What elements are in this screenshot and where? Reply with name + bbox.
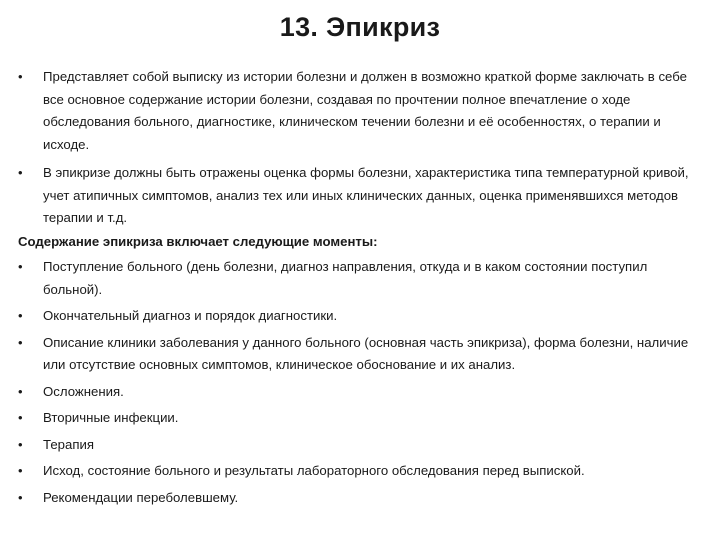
intro-item [18,162,704,230]
contents-item [18,487,704,510]
contents-item [18,381,704,404]
bullet-icon: • [18,463,23,478]
intro-item [18,66,704,156]
slide-content [18,66,704,513]
intro-list [18,66,704,230]
slide-title: 13. Эпикриз [279,12,441,42]
contents-item [18,434,704,457]
contents-item-text: Осложнения. [43,383,124,399]
bullet-icon: • [18,259,23,274]
contents-item [18,305,704,328]
contents-item [18,460,704,483]
bullet-icon: • [18,69,23,84]
bullet-icon: • [18,165,23,180]
intro-item-text: В эпикризе должны быть отражены оценка формы болезни, характеристика типа температурной кривой, учет атипичных симптомов, анализ тех или иных клинических данных, оценка применявшихся методов терапии и т.д. [43,165,689,225]
contents-heading: Содержание эпикриза включает следующие моменты: [18,233,378,249]
bullet-icon: • [18,489,23,505]
bullet-icon: • [18,308,23,323]
contents-item [18,407,704,430]
bullet-icon: • [18,334,23,350]
contents-item-text: Рекомендации переболевшему. [43,489,239,505]
contents-item-text: Вторичные инфекции. [43,410,179,425]
intro-item-text: Представляет собой выписку из истории болезни и должен в возможно краткой форме заключать в себе все основное содержание истории болезни, создавая по прочтении полное впечатление о ходе обследования больного, диагностике, клиническом течении болезни и её особенностях, о терапии и исходе. [43,69,687,152]
bullet-icon: • [18,410,23,425]
bullet-icon: • [18,383,23,399]
contents-item-text: Исход, состояние больного и результаты лабораторного обследования перед выпиской. [43,463,585,478]
contents-list [18,256,704,509]
contents-item-text: Окончательный диагноз и порядок диагностики. [43,308,338,323]
contents-item [18,256,704,301]
bullet-icon: • [18,436,23,452]
contents-item-text: Терапия [43,436,94,452]
contents-item [18,332,704,377]
contents-item-text: Поступление больного (день болезни, диагноз направления, откуда и в каком состоянии поступил больной). [43,259,648,297]
contents-item-text: Описание клиники заболевания у данного больного (основная часть эпикриза), форма болезни, наличие или отсутствие основных симптомов, клиническое обоснование и их анализ. [43,334,689,372]
